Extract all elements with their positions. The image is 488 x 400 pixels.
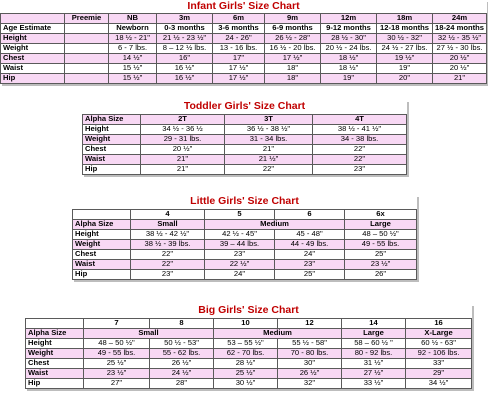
alpha-group: Large: [342, 328, 406, 338]
cell: 24 ½ - 27 lbs.: [377, 43, 433, 53]
cell: 16 ½ - 20 lbs.: [265, 43, 321, 53]
cell: 28": [150, 378, 214, 388]
row-label: Chest: [1, 53, 65, 63]
cell: 18 ½": [321, 63, 377, 73]
cell: 23 ½": [345, 259, 417, 269]
age-header: 9-12 months: [321, 23, 377, 33]
cell: [65, 73, 109, 83]
cell: 20 ½": [433, 53, 487, 63]
cell: 8 – 12 ½ lbs.: [157, 43, 213, 53]
infant-chart-title: Infant Girls' Size Chart: [1, 0, 487, 13]
age-header: 3-6 months: [213, 23, 265, 33]
cell: 49 - 55 lbs.: [84, 348, 150, 358]
size-header: 10: [214, 318, 278, 328]
row-label: Height: [26, 338, 84, 348]
alpha-group: Medium: [205, 219, 345, 229]
cell: 24 - 26": [213, 33, 265, 43]
cell: 20": [377, 73, 433, 83]
size-header: 9m: [265, 13, 321, 23]
cell: 50 ½ - 53": [150, 338, 214, 348]
cell: 29 - 31 lbs.: [141, 134, 225, 144]
size-header: 3T: [225, 114, 313, 124]
size-header: 24m: [433, 13, 487, 23]
cell: 18 ½": [321, 53, 377, 63]
cell: 21": [433, 73, 487, 83]
cell: 28 ½": [214, 358, 278, 368]
size-header: 6m: [213, 13, 265, 23]
age-header: [65, 23, 109, 33]
big-chart-title: Big Girls' Size Chart: [26, 304, 472, 318]
cell: 33": [406, 358, 472, 368]
row-label: Hip: [83, 164, 141, 174]
table-row: [73, 249, 417, 259]
cell: 34 - 38 lbs.: [313, 134, 407, 144]
little-size-chart: [72, 195, 417, 280]
cell: 55 - 62 lbs.: [150, 348, 214, 358]
cell: 39 – 44 lbs.: [205, 239, 275, 249]
alpha-size-label: Alpha Size: [26, 328, 84, 338]
cell: 23": [205, 249, 275, 259]
cell: 30": [278, 358, 342, 368]
cell: 32": [278, 378, 342, 388]
cell: 34 ½": [406, 378, 472, 388]
cell: 21": [141, 154, 225, 164]
cell: 24 ½": [150, 368, 214, 378]
cell: 23": [275, 259, 345, 269]
age-header: 0-3 months: [157, 23, 213, 33]
table-row: [1, 73, 487, 83]
cell: 48 – 50 ½": [84, 338, 150, 348]
row-label: Chest: [83, 144, 141, 154]
cell: 16 ½": [157, 63, 213, 73]
size-header: 8: [150, 318, 214, 328]
cell: 22": [131, 249, 205, 259]
size-header: NB: [109, 13, 157, 23]
table-row: [83, 134, 407, 144]
cell: 22": [225, 164, 313, 174]
cell: 18": [265, 63, 321, 73]
cell: [65, 43, 109, 53]
cell: 21 ½": [225, 154, 313, 164]
cell: 31 ½": [342, 358, 406, 368]
row-label: Waist: [26, 368, 84, 378]
cell: 25": [345, 249, 417, 259]
cell: 22 ½": [205, 259, 275, 269]
row-label: Height: [73, 229, 131, 239]
cell: 24": [275, 249, 345, 259]
row-label: Weight: [73, 239, 131, 249]
cell: 20 ½": [433, 63, 487, 73]
table-row: [73, 269, 417, 279]
cell: 62 - 70 lbs.: [214, 348, 278, 358]
table-row: [83, 124, 407, 134]
table-row: [83, 154, 407, 164]
table-row: [1, 33, 487, 43]
table-row: [83, 164, 407, 174]
row-label: Waist: [83, 154, 141, 164]
size-header: 16: [406, 318, 472, 328]
alpha-group: X-Large: [406, 328, 472, 338]
size-header: 4T: [313, 114, 407, 124]
infant-size-chart: [0, 0, 487, 84]
cell: 38 ½ - 39 lbs.: [131, 239, 205, 249]
cell: 48 – 50 ½": [345, 229, 417, 239]
table-row: [26, 348, 472, 358]
cell: 70 - 80 lbs.: [278, 348, 342, 358]
row-label: Waist: [73, 259, 131, 269]
table-row: [1, 43, 487, 53]
alpha-group: Small: [131, 219, 205, 229]
cell: 22": [131, 259, 205, 269]
row-label: Chest: [73, 249, 131, 259]
alpha-size-label: Alpha Size: [83, 114, 141, 124]
age-header: Newborn: [109, 23, 157, 33]
cell: [65, 63, 109, 73]
row-label: Hip: [26, 378, 84, 388]
row-label: Height: [1, 33, 65, 43]
cell: 31 - 34 lbs.: [225, 134, 313, 144]
size-header: 5: [205, 209, 275, 219]
cell: 17 ½": [265, 53, 321, 63]
alpha-group: Large: [345, 219, 417, 229]
cell: 18": [265, 73, 321, 83]
row-label: Waist: [1, 63, 65, 73]
cell: 33 ½": [342, 378, 406, 388]
alpha-group: Small: [84, 328, 214, 338]
cell: 45 - 48": [275, 229, 345, 239]
row-label: Weight: [83, 134, 141, 144]
cell: 22": [313, 144, 407, 154]
cell: 21": [225, 144, 313, 154]
age-estimate-label: Age Estimate: [1, 23, 65, 33]
cell: 26 ½ - 28": [265, 33, 321, 43]
table-row: [26, 368, 472, 378]
row-label: Chest: [26, 358, 84, 368]
cell: 19": [321, 73, 377, 83]
size-header: 6: [275, 209, 345, 219]
cell: 30 ½ - 32": [377, 33, 433, 43]
cell: 23": [131, 269, 205, 279]
table-row: [26, 378, 472, 388]
size-header: 18m: [377, 13, 433, 23]
table-row: [73, 259, 417, 269]
cell: [65, 33, 109, 43]
size-header: Preemie: [65, 13, 109, 23]
row-label: Weight: [26, 348, 84, 358]
size-header: 14: [342, 318, 406, 328]
cell: 23": [313, 164, 407, 174]
cell: 55 ½ - 58": [278, 338, 342, 348]
cell: 80 - 92 lbs.: [342, 348, 406, 358]
cell: 21": [141, 164, 225, 174]
cell: 14 ½": [109, 53, 157, 63]
cell: 53 – 55 ½": [214, 338, 278, 348]
cell: 16 ½": [157, 73, 213, 83]
cell: 15 ½": [109, 63, 157, 73]
cell: 24": [205, 269, 275, 279]
alpha-size-label: Alpha Size: [73, 219, 131, 229]
cell: 20 ½ - 24 lbs.: [321, 43, 377, 53]
cell: 6 - 7 lbs.: [109, 43, 157, 53]
table-row: [73, 239, 417, 249]
size-header: 2T: [141, 114, 225, 124]
size-header: 3m: [157, 13, 213, 23]
table-row: [1, 53, 487, 63]
cell: 58 – 60 ½ ": [342, 338, 406, 348]
cell: [65, 53, 109, 63]
cell: 26 ½": [150, 358, 214, 368]
table-row: [1, 63, 487, 73]
cell: 23 ½": [84, 368, 150, 378]
cell: 19 ½": [377, 53, 433, 63]
cell: 42 ½ - 45": [205, 229, 275, 239]
row-label: Height: [83, 124, 141, 134]
table-row: [26, 358, 472, 368]
size-header: 7: [84, 318, 150, 328]
cell: 22": [313, 154, 407, 164]
size-header: 4: [131, 209, 205, 219]
cell: 44 - 49 lbs.: [275, 239, 345, 249]
cell: 29": [406, 368, 472, 378]
big-size-chart: [25, 304, 472, 389]
cell: 92 - 106 lbs.: [406, 348, 472, 358]
table-row: [73, 229, 417, 239]
cell: 16": [157, 53, 213, 63]
row-label: Hip: [73, 269, 131, 279]
size-header: 12m: [321, 13, 377, 23]
cell: 27": [84, 378, 150, 388]
alpha-group: Medium: [214, 328, 342, 338]
cell: 38 ½ - 42 ½": [131, 229, 205, 239]
age-header: 6-9 months: [265, 23, 321, 33]
cell: 17": [213, 53, 265, 63]
cell: 25 ½": [84, 358, 150, 368]
cell: 36 ½ - 38 ½": [225, 124, 313, 134]
cell: 27 ½": [342, 368, 406, 378]
row-label: Weight: [1, 43, 65, 53]
little-chart-title: Little Girls' Size Chart: [73, 195, 417, 209]
cell: 25": [275, 269, 345, 279]
toddler-chart-title: Toddler Girls' Size Chart: [83, 100, 407, 114]
cell: 20 ½": [141, 144, 225, 154]
toddler-size-chart: [82, 100, 407, 175]
cell: 60 ½ - 63": [406, 338, 472, 348]
cell: 26": [345, 269, 417, 279]
cell: 18 ½ - 21": [109, 33, 157, 43]
cell: 25 ½": [214, 368, 278, 378]
cell: 49 - 55 lbs.: [345, 239, 417, 249]
cell: 19": [377, 63, 433, 73]
row-label: Hip: [1, 73, 65, 83]
age-header: 18-24 months: [433, 23, 487, 33]
cell: 17 ½": [213, 63, 265, 73]
cell: 26 ½": [278, 368, 342, 378]
cell: 34 ½ - 36 ½: [141, 124, 225, 134]
cell: 30 ½": [214, 378, 278, 388]
cell: 21 ½ - 23 ½": [157, 33, 213, 43]
cell: 28 ½ - 30": [321, 33, 377, 43]
size-header: 6x: [345, 209, 417, 219]
cell: 32 ½ - 35 ½": [433, 33, 487, 43]
cell: 13 - 16 lbs.: [213, 43, 265, 53]
cell: 27 ½ - 30 lbs.: [433, 43, 487, 53]
cell: 15 ½": [109, 73, 157, 83]
table-row: [26, 338, 472, 348]
age-header: 12-18 months: [377, 23, 433, 33]
table-row: [83, 144, 407, 154]
size-header: 12: [278, 318, 342, 328]
cell: 38 ½ - 41 ½": [313, 124, 407, 134]
cell: 17 ½": [213, 73, 265, 83]
